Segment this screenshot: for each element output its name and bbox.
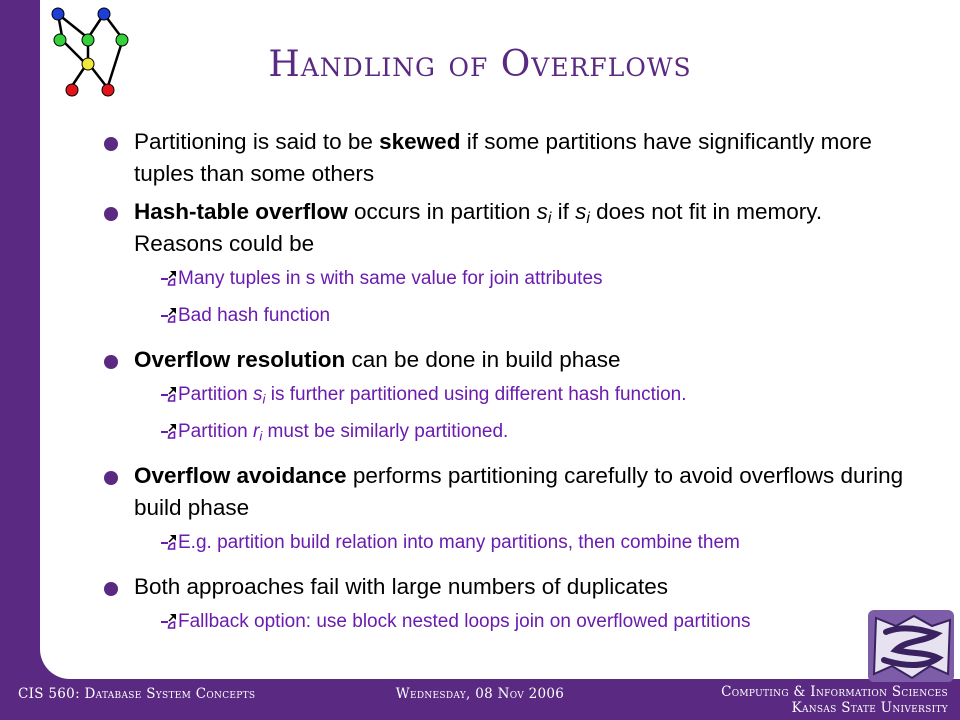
text-run: Hash-table overflow xyxy=(134,199,348,224)
text-run: Overflow avoidance xyxy=(134,463,347,488)
text-run: s xyxy=(252,384,263,405)
bullet-text xyxy=(134,571,914,603)
text-run: Partition xyxy=(178,384,253,405)
sub-bullet-item xyxy=(160,607,914,644)
text-run: Many tuples in s with same value for join attributes xyxy=(178,268,603,289)
text-run: s xyxy=(575,199,587,224)
text-run: i xyxy=(259,428,263,444)
text-run: if some partitions have significantly more tuples than some others xyxy=(134,129,872,186)
text-run: occurs in partition xyxy=(347,199,537,224)
text-run: i xyxy=(586,209,590,227)
footer-dept: Computing & Information Sciences xyxy=(721,684,948,700)
text-run: i xyxy=(547,209,552,227)
sub-bullet-item xyxy=(160,417,914,454)
text-run: is further partitioned using different hash function. xyxy=(265,384,687,405)
footer-univ: Kansas State University xyxy=(791,700,948,716)
bullet-dot-icon xyxy=(104,471,118,485)
text-run: skewed xyxy=(379,129,461,154)
pointer-bullet-icon xyxy=(160,423,177,440)
pointer-bullet-icon xyxy=(160,534,177,551)
text-run: if xyxy=(551,199,576,224)
bullet-dot-icon xyxy=(104,355,118,369)
sub-bullet-text xyxy=(178,380,687,410)
bullet-text xyxy=(134,126,914,190)
sub-bullet-item xyxy=(160,301,914,338)
bullet-item xyxy=(104,126,914,190)
text-run: Partitioning is said to be xyxy=(134,129,380,154)
bullet-text xyxy=(134,196,914,260)
sub-bullet-item xyxy=(160,528,914,565)
text-run: i xyxy=(262,391,266,407)
sub-bullet-text xyxy=(178,607,750,637)
bullet-dot-icon xyxy=(104,582,118,596)
text-run: Overflow resolution xyxy=(134,347,346,372)
sub-bullet-text xyxy=(178,264,603,294)
sub-bullet-text xyxy=(178,417,508,447)
sub-bullet-text xyxy=(178,301,330,331)
text-run: E.g. partition build relation into many partitions, then combine them xyxy=(178,532,740,553)
text-run: Bad hash function xyxy=(178,305,331,326)
text-run: must be similarly partitioned. xyxy=(262,421,509,442)
bullet-list xyxy=(104,126,914,650)
pointer-bullet-icon xyxy=(160,270,177,287)
sub-bullet-item xyxy=(160,264,914,301)
pointer-bullet-icon xyxy=(160,613,177,630)
pointer-bullet-icon xyxy=(160,307,177,324)
footer-date: Wednesday, 08 Nov 2006 xyxy=(395,686,565,702)
footer-course: CIS 560: Database System Concepts xyxy=(18,686,256,702)
bullet-item xyxy=(104,460,914,524)
slide-title: Handling of Overflows xyxy=(268,44,692,85)
text-run: Both approaches fail with large numbers of duplicates xyxy=(134,574,669,599)
sub-bullet-text xyxy=(178,528,740,558)
text-run: Partition xyxy=(178,421,253,442)
bullet-item xyxy=(104,196,914,260)
text-run: does not fit in memory. Reasons could be xyxy=(134,199,823,256)
bullet-text xyxy=(134,460,914,524)
bullet-item xyxy=(104,344,914,376)
text-run: s xyxy=(536,199,548,224)
text-run: can be done in build phase xyxy=(345,347,621,372)
bullet-item xyxy=(104,571,914,603)
bullet-text xyxy=(134,344,914,376)
text-run: r xyxy=(252,421,260,442)
wildcat-logo-icon xyxy=(866,608,956,684)
text-run: Fallback option: use block nested loops join on overflowed partitions xyxy=(178,611,751,632)
pointer-bullet-icon xyxy=(160,386,177,403)
bullet-dot-icon xyxy=(104,207,118,221)
sub-bullet-item xyxy=(160,380,914,417)
bullet-dot-icon xyxy=(104,137,118,151)
text-run: performs partitioning carefully to avoid overflows during build phase xyxy=(134,463,904,520)
footer-affiliation xyxy=(721,684,948,716)
